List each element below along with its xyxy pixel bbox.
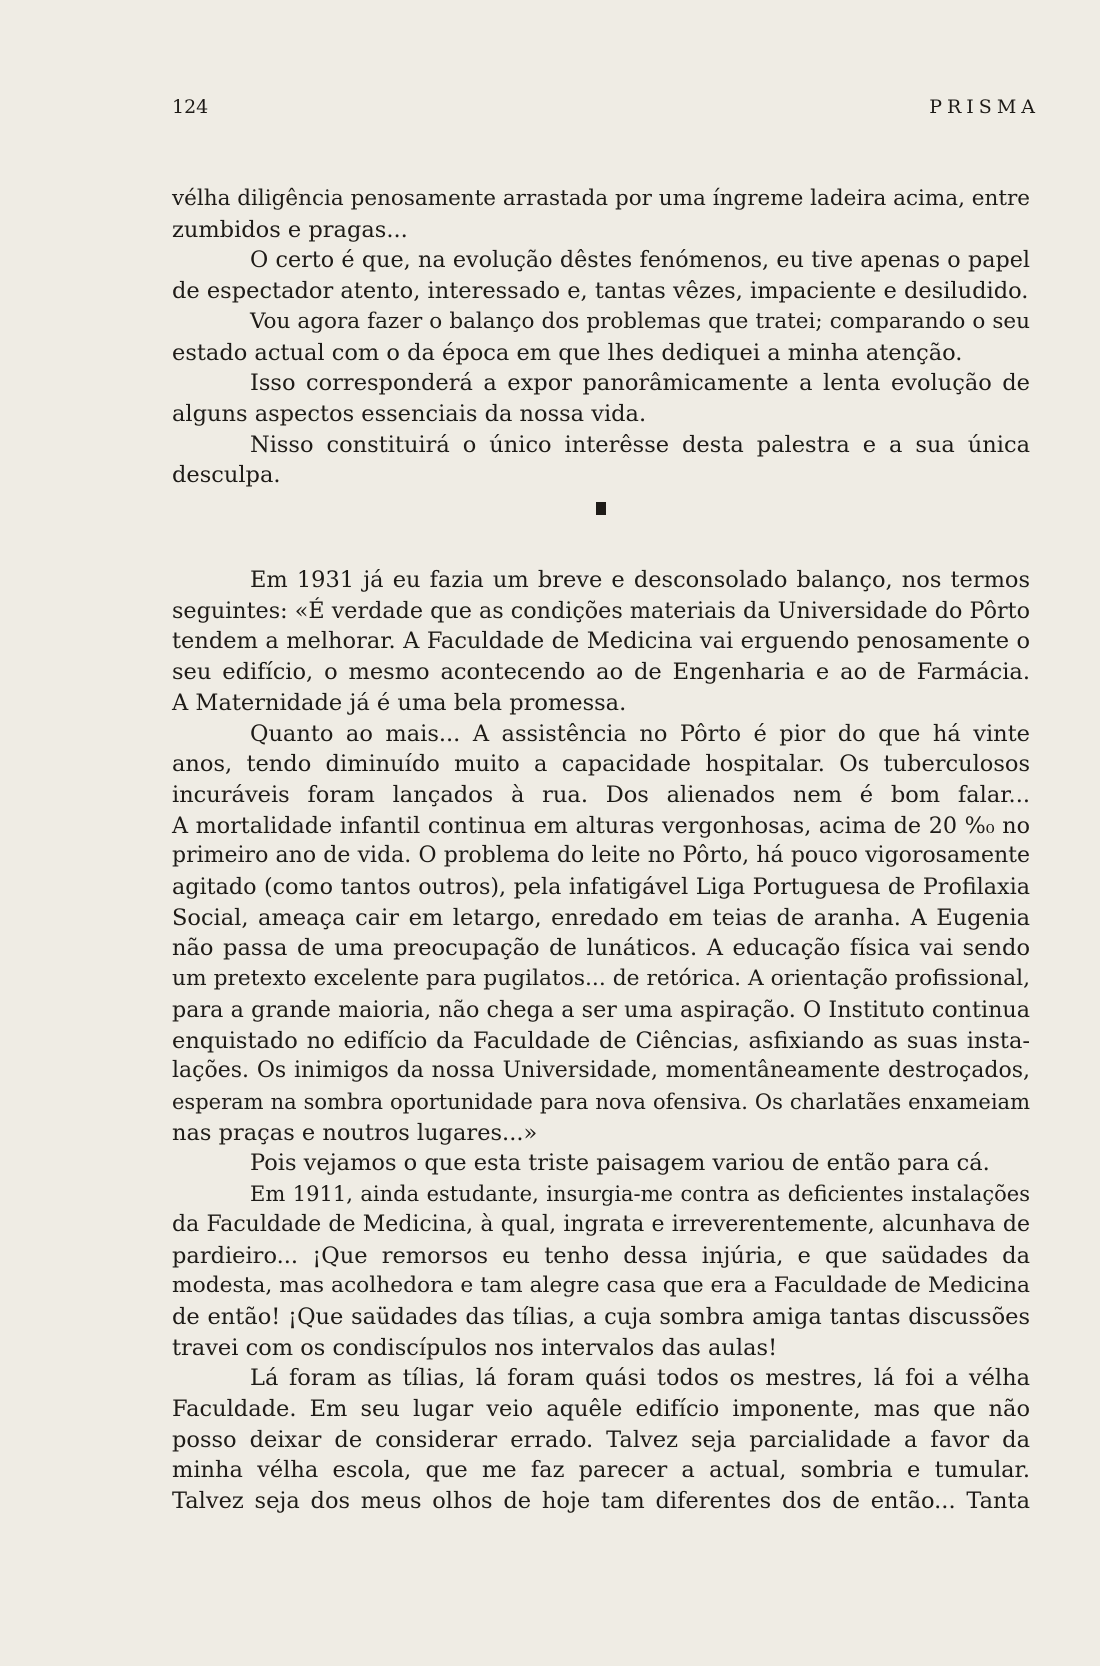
text-line: anos, tendo diminuído muito a capacidade hospitalar. Os tuberculosos bbox=[172, 751, 1030, 778]
text-line: um pretexto excelente para pugilatos... de retórica. A orientação profissional, bbox=[172, 966, 1030, 992]
text-line: alguns aspectos essenciais da nossa vida. bbox=[172, 400, 647, 427]
paragraph bbox=[172, 245, 1030, 306]
text-line: Em 1931 já eu fazia um breve e desconsolado balanço, nos termos bbox=[250, 567, 1030, 594]
text-line: nas praças e noutros lugares...» bbox=[172, 1119, 538, 1146]
text-line: Talvez seja dos meus olhos de hoje tam diferentes dos de então... Tanta bbox=[172, 1488, 1030, 1515]
text-line: pardieiro... ¡Que remorsos eu tenho dessa injúria, e que saüdades da bbox=[172, 1242, 1030, 1269]
text-line: enquistado no edifício da Faculdade de Ciências, asfixiando as suas insta- bbox=[172, 1027, 1030, 1054]
text-line: desculpa. bbox=[172, 462, 281, 489]
paragraph bbox=[172, 1179, 1030, 1363]
page-number: 124 bbox=[172, 96, 209, 118]
text-line: de espectador atento, interessado e, tantas vêzes, impaciente e desiludido. bbox=[172, 278, 1029, 305]
text-line: Pois vejamos o que esta triste paisagem variou de então para cá. bbox=[250, 1150, 990, 1177]
text-line: zumbidos e pragas... bbox=[172, 216, 408, 243]
running-title: PRISMA bbox=[929, 96, 1040, 118]
section-separator bbox=[172, 497, 1030, 520]
text-line: Quanto ao mais... A assistência no Pôrto é pior do que há vinte bbox=[250, 720, 1030, 747]
paragraph bbox=[172, 565, 1030, 719]
text-line: não passa de uma preocupação de lunáticos. A educação física vai sendo bbox=[172, 935, 1030, 962]
text-line: Social, ameaça cair em letargo, enredado em teias de aranha. A Eugenia bbox=[172, 904, 1030, 931]
paragraph bbox=[172, 719, 1030, 1149]
text-line: Nisso constituirá o único interêsse desta palestra e a sua única bbox=[250, 431, 1030, 458]
text-line: Faculdade. Em seu lugar veio aquêle edifício imponente, mas que não bbox=[172, 1396, 1030, 1423]
text-line: A mortalidade infantil continua em alturas vergonhosas, acima de 20 %₀ no bbox=[172, 812, 1030, 839]
text-line: incuráveis foram lançados à rua. Dos alienados nem é bom falar... bbox=[172, 781, 1030, 808]
text-line: para a grande maioria, não chega a ser uma aspiração. O Instituto continua bbox=[172, 996, 1030, 1023]
text-line: travei com os condiscípulos nos intervalos das aulas! bbox=[172, 1334, 778, 1361]
paragraph bbox=[172, 430, 1030, 491]
text-line: da Faculdade de Medicina, à qual, ingrata e irreverentemente, alcunhava de bbox=[172, 1211, 1030, 1237]
paragraph bbox=[172, 307, 1030, 368]
text-line: modesta, mas acolhedora e tam alegre casa que era a Faculdade de Medicina bbox=[172, 1273, 1030, 1299]
text-line: agitado (como tantos outros), pela infatigável Liga Portuguesa de Profilaxia bbox=[172, 874, 1030, 901]
text-line: lações. Os inimigos da nossa Universidade, momentâneamente destroçados, bbox=[172, 1058, 1030, 1084]
text-line: de então! ¡Que saüdades das tílias, a cuja sombra amiga tantas discussões bbox=[172, 1303, 1030, 1330]
text-line: estado actual com o da época em que lhes dediquei a minha atenção. bbox=[172, 339, 963, 366]
paragraph bbox=[172, 368, 1030, 429]
text-line: esperam na sombra oportunidade para nova ofensiva. Os charlatães enxameiam bbox=[172, 1089, 1030, 1114]
text-line: tendem a melhorar. A Faculdade de Medicina vai erguendo penosamente o bbox=[172, 628, 1030, 655]
text-line: vélha diligência penosamente arrastada por uma íngreme ladeira acima, entre bbox=[172, 186, 1030, 211]
text-line: Lá foram as tílias, lá foram quási todos os mestres, lá foi a vélha bbox=[250, 1365, 1030, 1392]
text-line: posso deixar de considerar errado. Talvez seja parcialidade a favor da bbox=[172, 1426, 1030, 1453]
paragraph bbox=[172, 184, 1030, 245]
paragraph bbox=[172, 1148, 1030, 1179]
text-line: seu edifício, o mesmo acontecendo ao de Engenharia e ao de Farmácia. bbox=[172, 659, 1030, 686]
text-line: primeiro ano de vida. O problema do leite no Pôrto, há pouco vigorosamente bbox=[172, 843, 1030, 869]
paragraph bbox=[172, 1363, 1030, 1517]
text-line: Em 1911, ainda estudante, insurgia-me contra as deficientes instalações bbox=[250, 1182, 1030, 1207]
text-line: Isso corresponderá a expor panorâmicamente a lenta evolução de bbox=[250, 370, 1030, 397]
text-line: Vou agora fazer o balanço dos problemas que tratei; comparando o seu bbox=[250, 308, 1030, 334]
running-header bbox=[172, 96, 1040, 118]
body-text bbox=[172, 184, 1030, 1517]
text-line: seguintes: «É verdade que as condições materiais da Universidade do Pôrto bbox=[172, 597, 1030, 624]
text-line: O certo é que, na evolução dêstes fenómenos, eu tive apenas o papel bbox=[250, 247, 1030, 274]
text-line: A Maternidade já é uma bela promessa. bbox=[172, 689, 627, 716]
text-line: minha vélha escola, que me faz parecer a actual, sombria e tumular. bbox=[172, 1457, 1030, 1484]
